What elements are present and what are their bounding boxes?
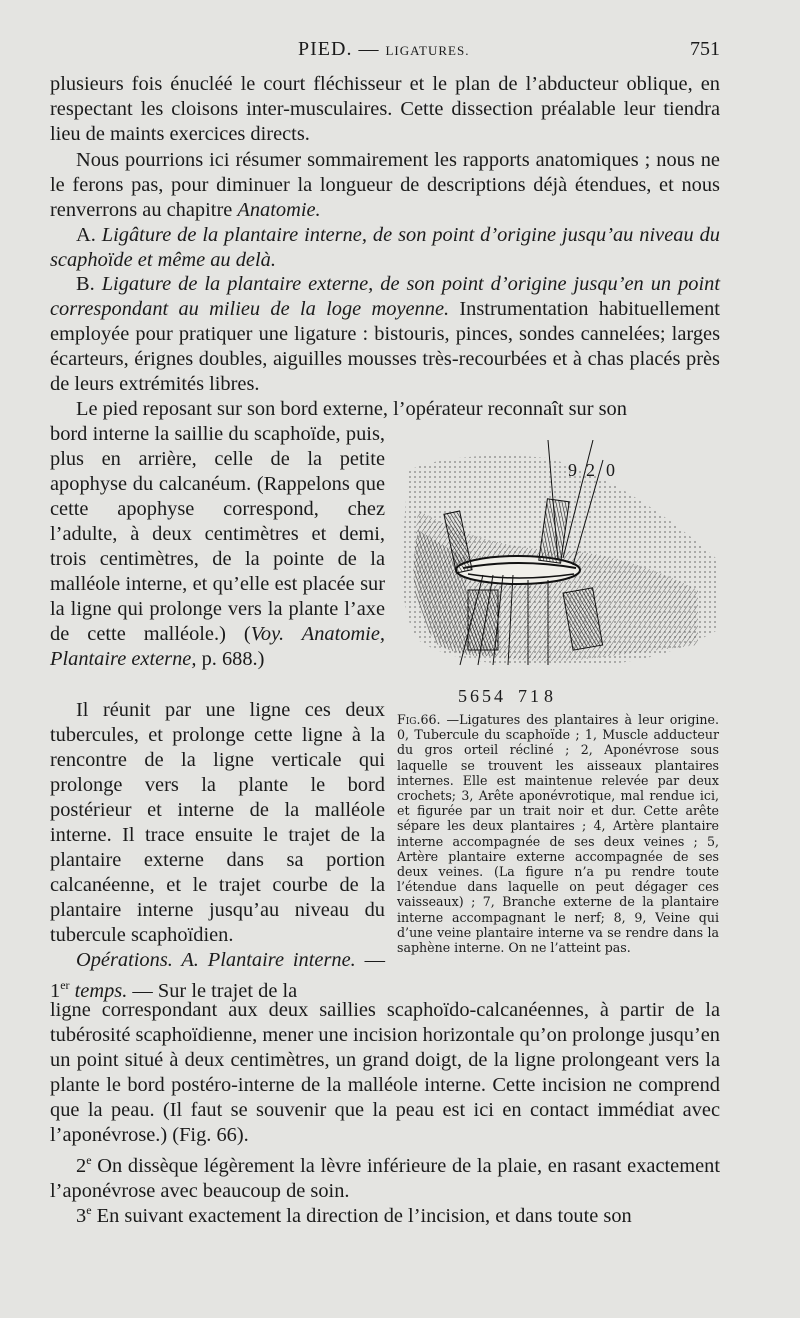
page-number: 751: [690, 38, 720, 60]
paragraph-5: Il réunit par une ligne ces deux tubercules, et prolonge cette ligne à la rencontre de la ligne verticale qui prolonge vers la plante le bord postérieur et interne de la malléole interne. Il trace ensuite le trajet de la plantaire externe dans sa portion calcanéenne, et le trajet courbe de la plantaire interne jusqu’au niveau du tubercule scaphoïdien.: [50, 699, 385, 946]
header-title: PIED. — LIGATURES.: [298, 38, 470, 60]
figure-label: 1: [530, 686, 539, 706]
figure-caption: Fig.66. —Ligatures des plantaires à leur origine. 0, Tubercule du scaphoïde ; 1, Muscle adducteur du gros orteil récliné ; 2, Aponévrose sous laquelle se trouvent les aisseaux plantaires internes. Elle est maintenue relevée par deux crochets; 3, Arête aponévrotique, mal rendue ici, et figurée par un trait noir et dur. Cette arête sépare les deux plantaires ; 4, Artère plantaire interne accompagnée de ses deux veines ; 5, Artère plantaire externe accompagnée de ses deux veines. (La figure n’a pu rendre toute l’étendue dans laquelle on peut dégager ces vaisseaux) ; 7, Branche externe de la plantaire interne accompagnant le nerf; 8, 9, Veine qui d’une veine plantaire interne va se rendre dans la saphène interne. On ne l’atteint pas.: [397, 712, 719, 956]
running-header: [50, 38, 720, 64]
paragraph-6-start: Opérations. A. Plantaire interne. — 1er temps. — Sur le trajet de la: [50, 949, 385, 1002]
figure-label: 4: [494, 686, 503, 706]
paragraph-2: Nous pourrions ici résumer sommairement les rapports anatomiques ; nous ne le ferons pas, pour diminuer la longueur de descriptions déjà étendues, et nous renverrons au chapitre Anatomie.: [50, 149, 720, 221]
paragraph-4-first-line: Le pied reposant sur son bord externe, l’opérateur reconnaît sur son: [76, 398, 627, 420]
foot-engraving: [398, 440, 718, 712]
figure-label: 5: [482, 686, 491, 706]
figure-label: 7: [518, 686, 527, 706]
figure-66-illustration: [398, 440, 718, 712]
paragraph-1: plusieurs fois énucléé le court fléchisseur et le plan de l’abducteur oblique, en respectant les cloisons inter-musculaires. Cette dissection préalable leur tiendra lieu de maints exercices directs.: [50, 73, 720, 145]
figure-label: 5: [458, 686, 467, 706]
paragraph-6-continued: ligne correspondant aux deux saillies scaphoïdo-calcanéennes, à partir de la tubérosité scaphoïdienne, mener une incision horizontale qu’on prolonge jusqu’en un point situé à deux centimètres, un grand doigt, de la ligne prolongeant vers la plante le bord postéro-interne de la malléole interne. Cette incision ne comprend que la peau. (Il faut se souvenir que la peau est ici en contact immédiat avec l’aponévrose.) (Fig. 66).: [50, 999, 720, 1146]
figure-label: 2: [586, 460, 595, 480]
figure-label: 6: [470, 686, 479, 706]
paragraph-4-narrow: bord interne la saillie du scaphoïde, puis, plus en arrière, celle de la petite apophyse du calcanéum. (Rappelons que cette apophyse correspond, chez l’adulte, à deux centimètres et demi, trois centimètres, de la pointe de la malléole interne, et qu’elle est placée sur la ligne qui prolonge vers la plante l’axe de cette malléole.) (Voy. Anatomie, Plantaire externe, p. 688.): [50, 423, 385, 670]
figure-label: 0: [606, 460, 615, 480]
figure-label: 9: [568, 460, 577, 480]
paragraph-a: A. Ligâture de la plantaire interne, de son point d’origine jusqu’au niveau du scaphoïde et même au delà.: [50, 224, 720, 271]
figure-label: 8: [544, 686, 553, 706]
paragraph-8: 3e En suivant exactement la direction de l’incision, et dans toute son: [76, 1203, 632, 1227]
paragraph-b: B. Ligature de la plantaire externe, de son point d’origine jusqu’en un point correspondant au milieu de la loge moyenne. Instrumentation habituellement employée pour pratiquer une ligature : bistouris, pinces, sondes cannelées; larges écarteurs, érignes doubles, aiguilles mousses très-recourbées et à chas placés près de leurs extrémités libres.: [50, 273, 720, 395]
paragraph-7: 2e On dissèque légèrement la lèvre inférieure de la plaie, en rasant exactement l’aponévrose avec beaucoup de soin.: [50, 1153, 720, 1202]
